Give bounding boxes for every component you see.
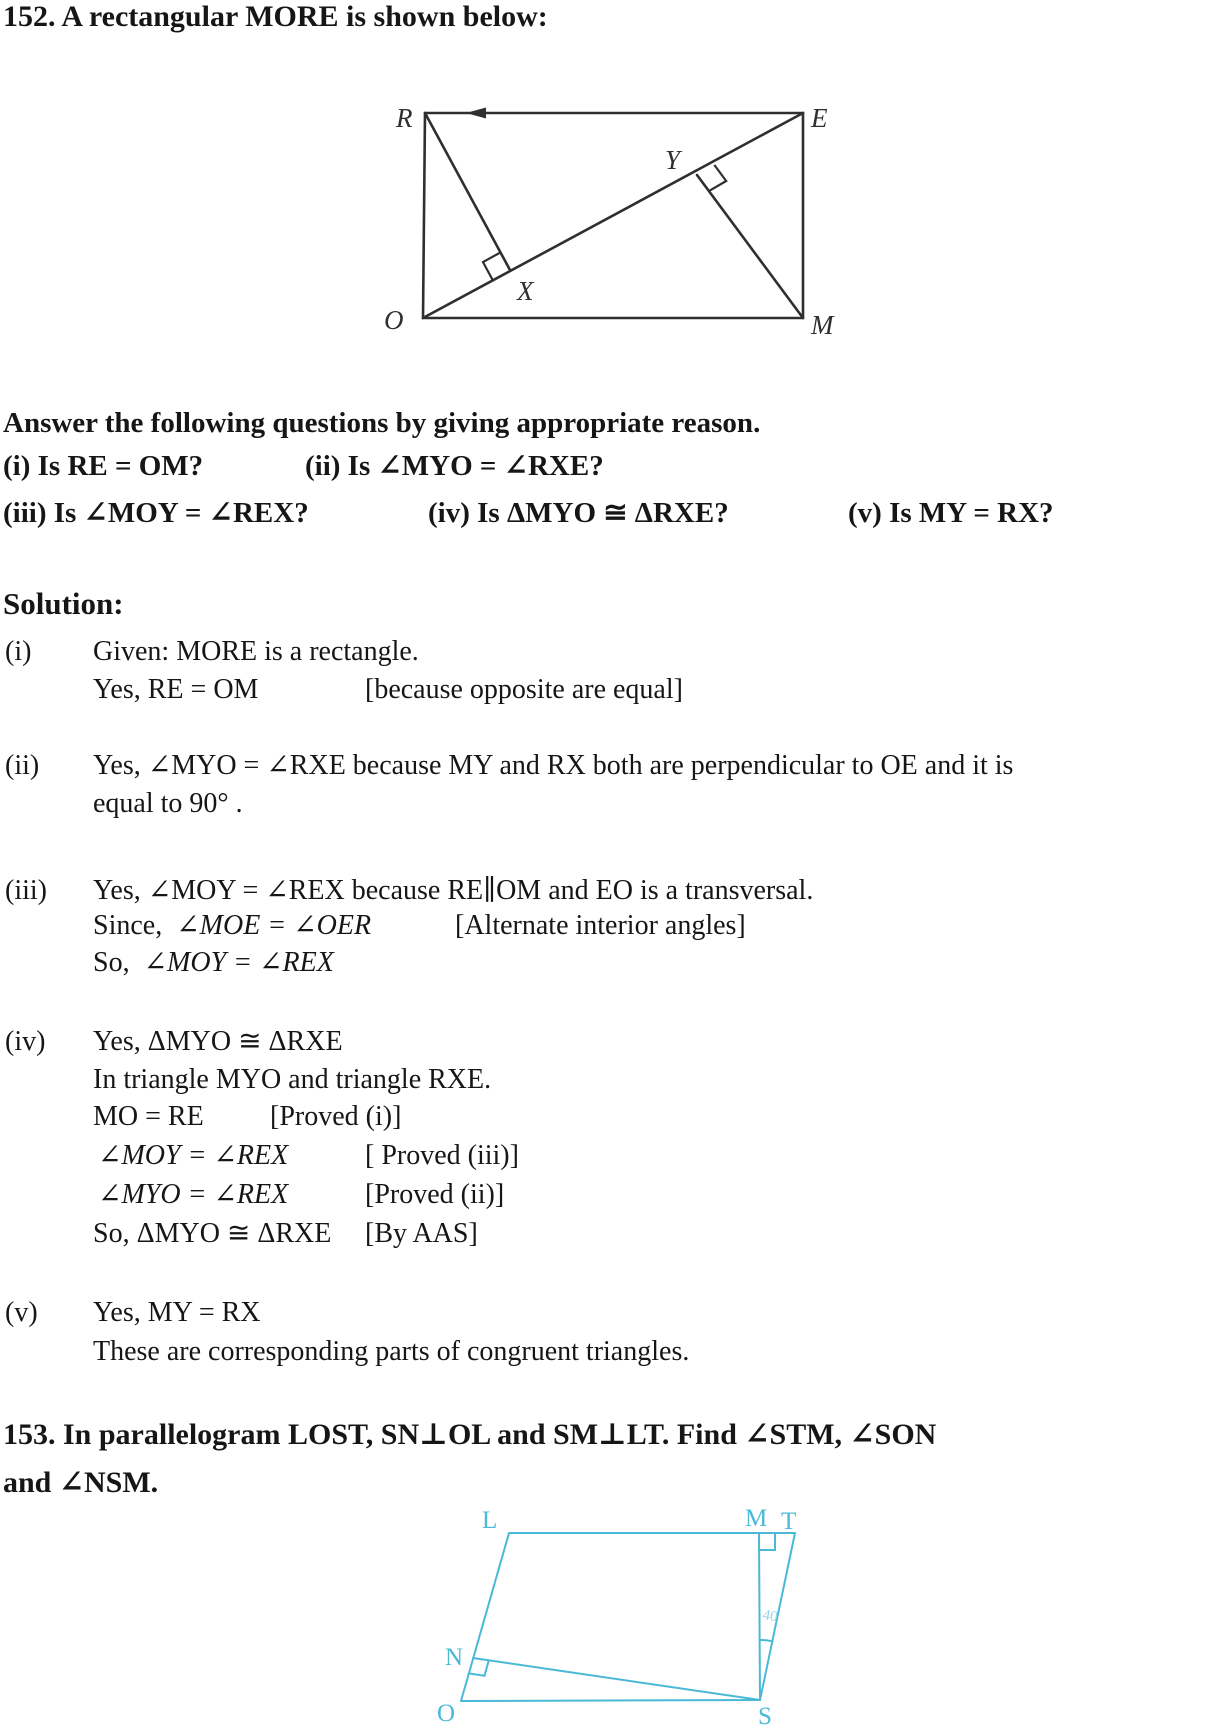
vertex-label-M: M <box>745 1505 768 1532</box>
solution-i-given: Given: MORE is a rectangle. <box>93 636 419 667</box>
solution-iii-since <box>93 910 371 942</box>
solution-iv-line2: In triangle MYO and triangle RXE. <box>93 1064 492 1095</box>
edge-arrow-mark <box>466 108 486 119</box>
solution-iii-so-math: ∠MOY = ∠REX <box>143 947 334 978</box>
solution-i-reason: [because opposite are equal] <box>365 674 683 705</box>
solution-iv-line1: Yes, ΔMYO ≅ ΔRXE <box>93 1026 343 1057</box>
question-v: (v) Is MY = RX? <box>848 497 1054 529</box>
question-iv: (iv) Is ΔMYO ≅ ΔRXE? <box>428 497 729 529</box>
rectangle-MORE-figure <box>320 55 860 345</box>
vertex-label-O: O <box>437 1700 456 1726</box>
solution-iii-so <box>93 947 334 979</box>
solution-i-label: (i) <box>5 636 32 667</box>
solution-iv-reason3: [Proved (ii)] <box>365 1179 505 1210</box>
vertex-label-T: T <box>781 1508 797 1535</box>
problem-152-heading: 152. A rectangular MORE is shown below: <box>3 0 548 33</box>
solution-v-label: (v) <box>5 1297 38 1328</box>
solution-iv-label: (iv) <box>5 1026 46 1057</box>
question-iii: (iii) Is ∠MOY = ∠REX? <box>3 497 309 529</box>
vertex-label-E: E <box>811 103 828 133</box>
problem-153-heading-line2: and ∠NSM. <box>3 1466 159 1499</box>
solution-iv-statement2: ∠MOY = ∠REX <box>98 1140 289 1171</box>
segment-RX <box>425 113 510 270</box>
solution-ii-line2: equal to 90° . <box>93 788 243 819</box>
solution-iv-statement1: MO = RE <box>93 1101 204 1132</box>
solution-iv-reason4: [By AAS] <box>365 1218 478 1249</box>
solution-ii-line1: Yes, ∠MYO = ∠RXE because MY and RX both are perpendicular to OE and it is <box>93 750 1014 781</box>
right-angle-mark-X <box>483 252 501 279</box>
point-label-Y: Y <box>665 145 681 175</box>
vertex-label-O: O <box>384 305 404 335</box>
solution-iii-since-prefix: Since, <box>93 910 163 941</box>
solution-iii-since-math: ∠MOE = ∠OER <box>176 910 372 941</box>
vertex-label-S: S <box>758 1703 772 1726</box>
solution-v-line2: These are corresponding parts of congruent triangles. <box>93 1336 690 1367</box>
vertex-label-L: L <box>482 1507 498 1534</box>
segment-SM <box>759 1534 760 1700</box>
solution-iii-so-prefix: So, <box>93 947 130 978</box>
solution-iii-line1: Yes, ∠MOY = ∠REX because RE∥OM and EO is a transversal. <box>93 875 814 906</box>
solution-iv-reason1: [Proved (i)] <box>270 1101 402 1132</box>
solution-i-statement: Yes, RE = OM <box>93 674 259 705</box>
problem-153-heading-line1: 153. In parallelogram LOST, SN⊥OL and SM⊥LT. Find ∠STM, ∠SON <box>3 1418 937 1451</box>
angle-value-label: 40 <box>761 1607 779 1626</box>
question-ii: (ii) Is ∠MYO = ∠RXE? <box>305 450 604 482</box>
answer-intro: Answer the following questions by giving appropriate reason. <box>3 407 761 439</box>
point-label-N: N <box>445 1644 464 1671</box>
right-angle-mark-Y <box>709 165 726 191</box>
solution-iv-statement4: So, ΔMYO ≅ ΔRXE <box>93 1218 332 1249</box>
solution-iii-label: (iii) <box>5 875 47 906</box>
right-angle-mark-M <box>759 1534 775 1550</box>
question-i: (i) Is RE = OM? <box>3 450 204 482</box>
vertex-label-M: M <box>811 310 834 340</box>
solution-iv-reason2: [ Proved (iii)] <box>365 1140 519 1171</box>
edge-OS <box>461 1700 760 1701</box>
parallelogram-LOST-figure <box>415 1495 855 1726</box>
solution-heading: Solution: <box>3 586 124 621</box>
solution-iv-statement3: ∠MYO = ∠REX <box>98 1179 289 1210</box>
solution-v-line1: Yes, MY = RX <box>93 1297 261 1328</box>
segment-MY <box>697 175 803 318</box>
vertex-label-R: R <box>396 103 413 133</box>
point-label-X: X <box>517 276 534 306</box>
solution-ii-label: (ii) <box>5 750 40 781</box>
segment-SN <box>473 1658 760 1700</box>
solution-iii-since-reason: [Alternate interior angles] <box>455 910 746 941</box>
angle-arc-S <box>760 1640 773 1641</box>
